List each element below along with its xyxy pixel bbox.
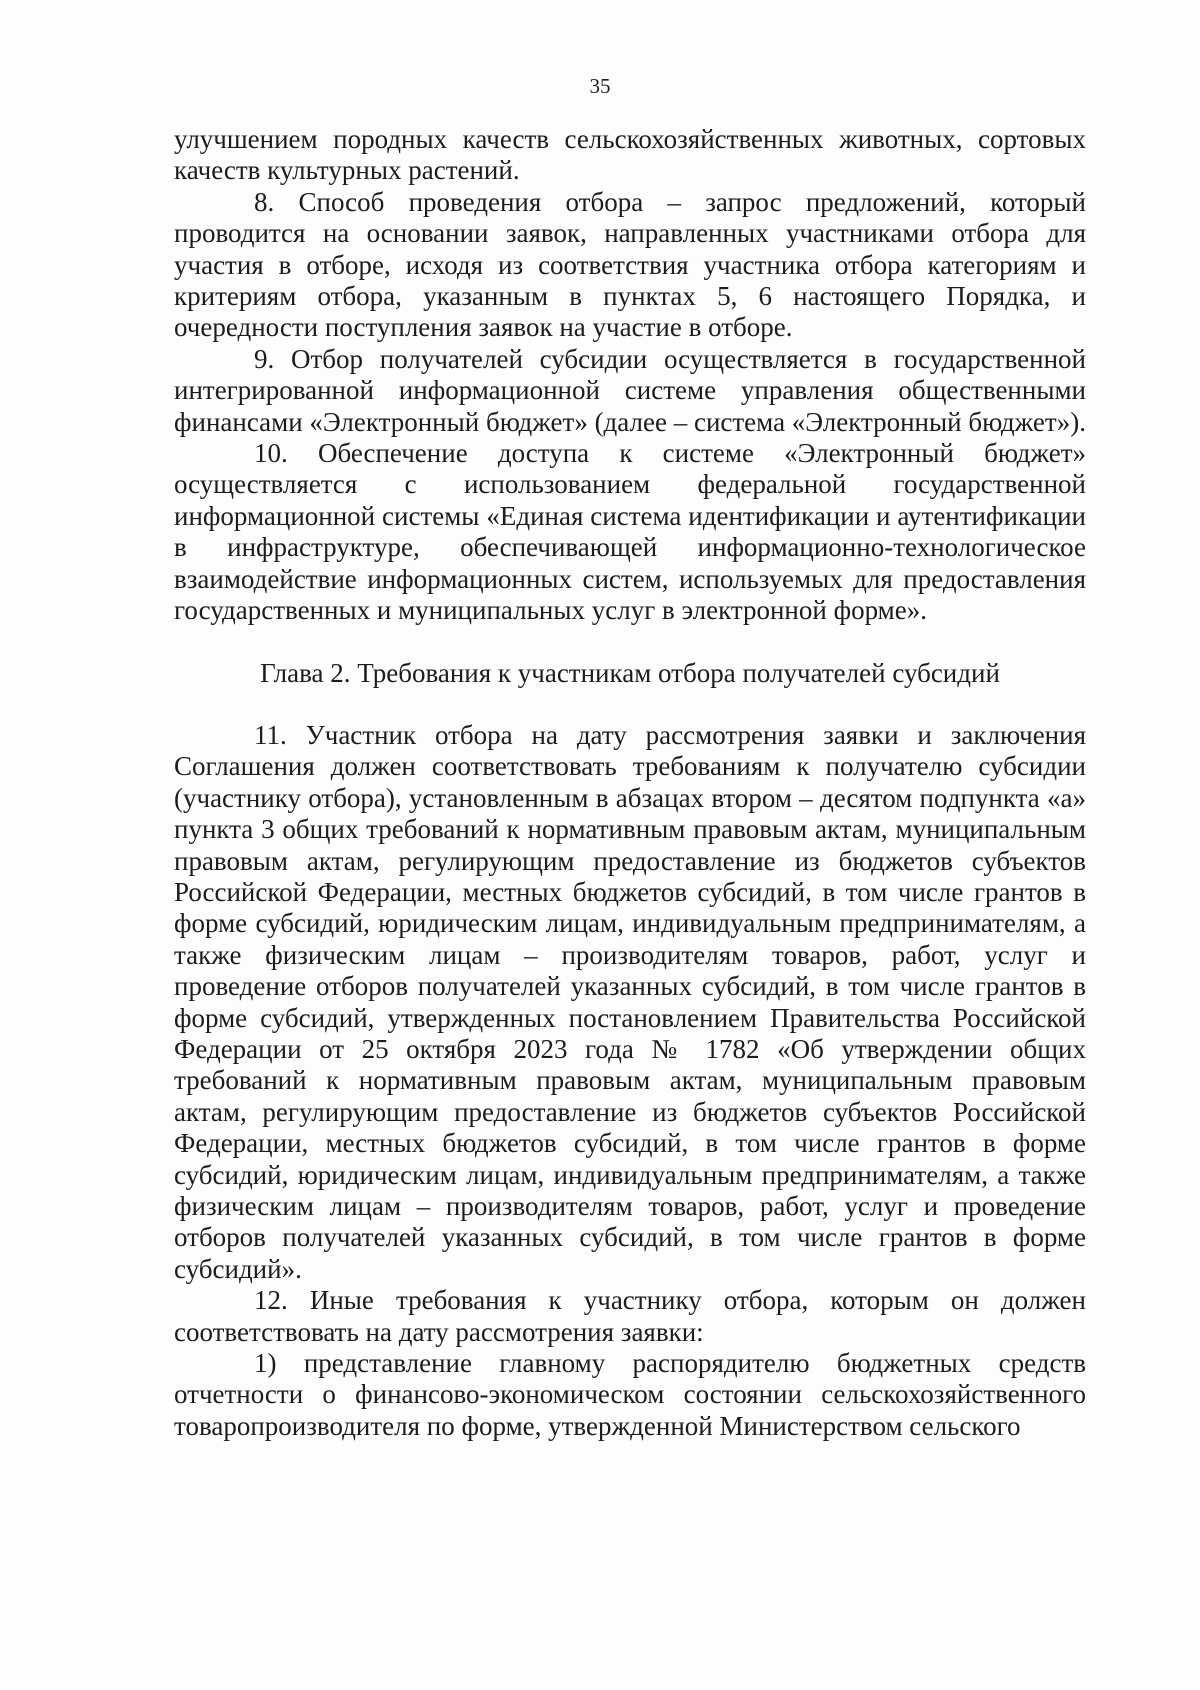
chapter-heading: Глава 2. Требования к участникам отбора получателей субсидий (260, 657, 1000, 688)
paragraph-9: 9. Отбор получателей субсидии осуществляется в государственной интегрированной информационной системе управления общественными финансами «Электронный бюджет» (далее – система «Электронный бюджет»). (174, 343, 1086, 437)
page-number: 35 (589, 74, 611, 98)
paragraph-10: 10. Обеспечение доступа к системе «Электронный бюджет» осуществляется с использованием федеральной государственной информационной системы «Единая система идентификации и аутентификации в инфраструктуре, обеспечивающей информационно-технологическое взаимодействие информационных систем, используемых для предоставления государственных и муниципальных услуг в электронной форме». (174, 438, 1086, 626)
paragraph-11: 11. Участник отбора на дату рассмотрения заявки и заключения Соглашения должен соответствовать требованиям к получателю субсидии (участнику отбора), установленным в абзацах втором – десятом подпункта «а» пункта 3 общих требований к нормативным правовым актам, муниципальным правовым актам, регулирующим предоставление из бюджетов субъектов Российской Федерации, местных бюджетов субсидий, в том числе грантов в форме субсидий, юридическим лицам, индивидуальным предпринимателям, а также физическим лицам – производителям товаров, работ, услуг и проведение отборов получателей указанных субсидий, в том числе грантов в форме субсидий, утвержденных постановлением Правительства Российской Федерации от 25 октября 2023 года № 1782 «Об утверждении общих требований к нормативным правовым актам, муниципальным правовым актам, регулирующим предоставление из бюджетов субъектов Российской Федерации, местных бюджетов субсидий, в том числе грантов в форме субсидий, юридическим лицам, индивидуальным предпринимателям, а также физическим лицам – производителям товаров, работ, услуг и проведение отборов получателей указанных субсидий, в том числе грантов в форме субсидий». (174, 719, 1086, 1284)
paragraph-12-item-1: 1) представление главному распорядителю бюджетных средств отчетности о финансово-экономическом состоянии сельскохозяйственного товаропроизводителя по форме, утвержденной Министерством сельского (174, 1348, 1086, 1441)
paragraph-8: 8. Способ проведения отбора – запрос предложений, который проводится на основании заявок, направленных участниками отбора для участия в отборе, исходя из соответствия участника отбора категориям и критериям отбора, указанным в пунктах 5, 6 настоящего Порядка, и очередности поступления заявок на участие в отборе. (174, 186, 1086, 343)
paragraph-continuation: улучшением породных качеств сельскохозяйственных животных, сортовых качеств культурных растений. (174, 124, 1086, 186)
paragraph-12: 12. Иные требования к участнику отбора, которым он должен соответствовать на дату рассмотрения заявки: (174, 1285, 1086, 1347)
document-body (174, 124, 1086, 1442)
